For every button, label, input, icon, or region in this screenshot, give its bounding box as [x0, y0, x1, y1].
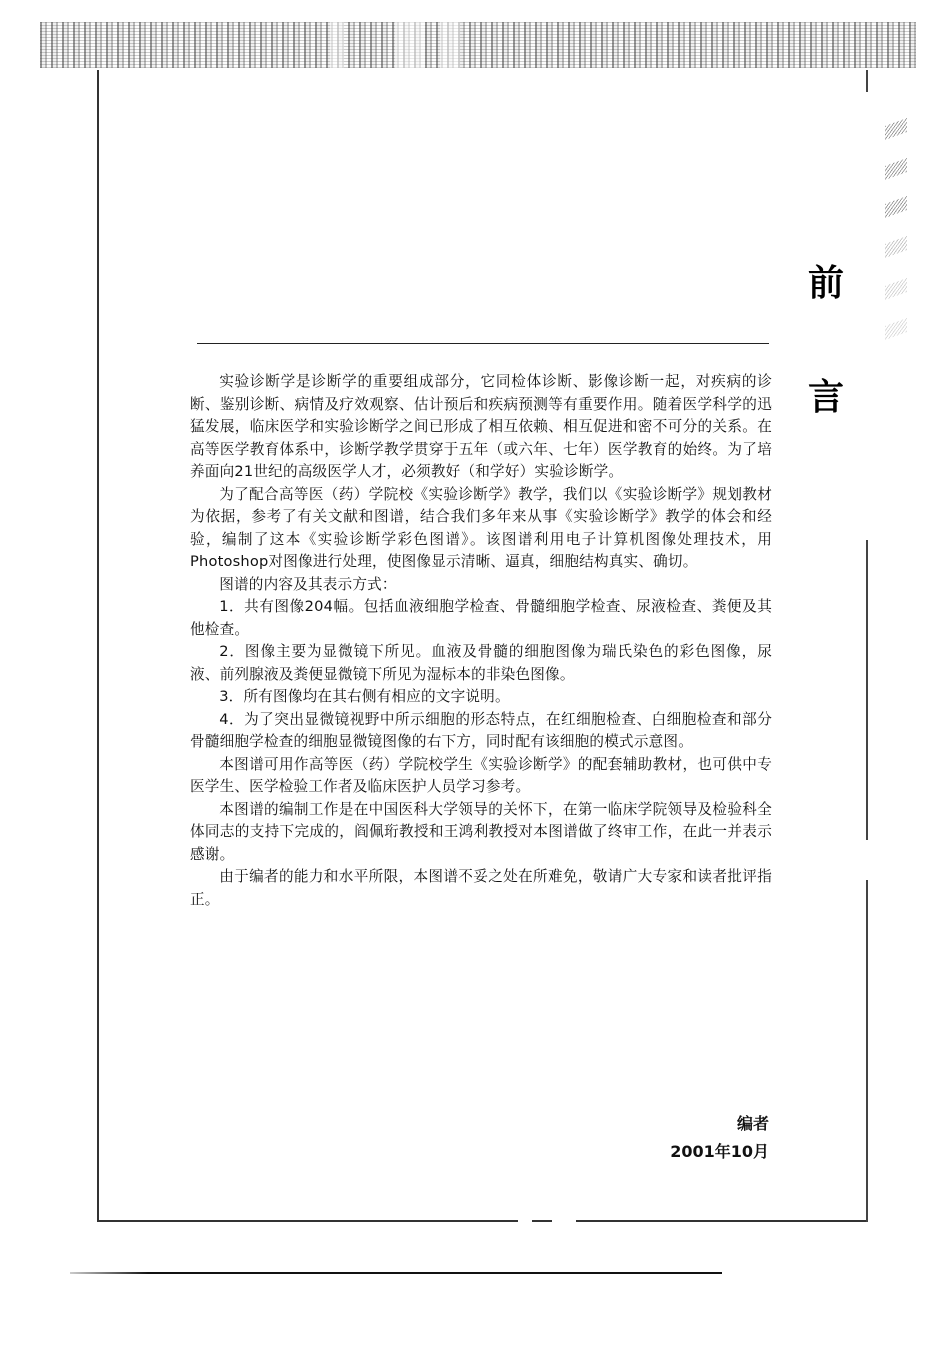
- paragraph-item-2: 2．图像主要为显微镜下所见。血液及骨髓的细胞图像为瑞氏染色的彩色图像，尿液、前列腺液及粪便显微镜下所见为湿标本的非染色图像。: [190, 643, 772, 683]
- scan-artifact: [885, 236, 907, 258]
- preface-body: [190, 371, 772, 911]
- paragraph-intro: 实验诊断学是诊断学的重要组成部分，它同检体诊断、影像诊断一起，对疾病的诊断、鉴别诊断、病情及疗效观察、估计预后和疾病预测等有重要作用。随着医学科学的迅猛发展，临床医学和实验诊断学之间已形成了相互依赖、相互促进和密不可分的关系。在高等医学教育体系中，诊断学教学贯穿于五年（或六年、七年）医学教育的始终。为了培养面向21世纪的高级医学人才，必须教好（和学好）实验诊断学。: [190, 373, 772, 480]
- scan-artifact: [885, 118, 907, 140]
- paragraph-item-1: 1．共有图像204幅。包括血液细胞学检查、骨髓细胞学检查、尿液检查、粪便及其他检查。: [190, 598, 772, 638]
- signature-date: 2001年10月: [670, 1142, 769, 1161]
- heading-rule: [197, 343, 769, 344]
- page-frame-right: [866, 880, 868, 1222]
- scan-noise-gap: [440, 22, 460, 68]
- page-frame-left: [97, 70, 99, 1222]
- scan-artifact: [885, 318, 907, 340]
- page-frame-gap: [518, 1219, 532, 1223]
- scan-noise-gap: [330, 22, 344, 68]
- page-frame-gap: [552, 1219, 576, 1223]
- signature-author: 编者: [736, 1114, 769, 1133]
- paragraph-content-lead: 图谱的内容及其表示方式：: [219, 575, 397, 593]
- paragraph-purpose: 为了配合高等医（药）学院校《实验诊断学》教学，我们以《实验诊断学》规划教材为依据，参考了有关文献和图谱，结合我们多年来从事《实验诊断学》教学的体会和经验，编制了这本《实验诊断学彩色图谱》。该图谱利用电子计算机图像处理技术，用Photoshop对图像进行处理，使图像显示清晰、逼真，细胞结构真实、确切。: [190, 485, 772, 570]
- heading-char-qian: 前: [808, 263, 845, 304]
- page-frame-right: [866, 540, 868, 840]
- scan-noise-band: [40, 22, 916, 68]
- footer-line: [70, 1272, 722, 1274]
- scan-artifact: [885, 196, 907, 218]
- heading-char-yan: 言: [808, 377, 845, 418]
- paragraph-thanks: 本图谱的编制工作是在中国医科大学领导的关怀下，在第一临床学院领导及检验科全体同志的支持下完成的，阎佩珩教授和王鸿利教授对本图谱做了终审工作，在此一并表示感谢。: [190, 800, 772, 863]
- paragraph-item-4: 4．为了突出显微镜视野中所示细胞的形态特点，在红细胞检查、白细胞检查和部分骨髓细胞学检查的细胞显微镜图像的右下方，同时配有该细胞的模式示意图。: [190, 710, 772, 750]
- paragraph-closing: 由于编者的能力和水平所限，本图谱不妥之处在所难免，敬请广大专家和读者批评指正。: [190, 868, 772, 908]
- paragraph-audience: 本图谱可用作高等医（药）学院校学生《实验诊断学》的配套辅助教材，也可供中专医学生、医学检验工作者及临床医护人员学习参考。: [190, 755, 772, 795]
- scan-noise-gap: [395, 22, 425, 68]
- scan-artifact: [885, 158, 907, 180]
- paragraph-item-3: 3．所有图像均在其右侧有相应的文字说明。: [219, 688, 510, 705]
- page-frame-right: [866, 70, 868, 92]
- page-frame-bottom: [97, 1220, 867, 1222]
- scan-artifact: [885, 278, 907, 300]
